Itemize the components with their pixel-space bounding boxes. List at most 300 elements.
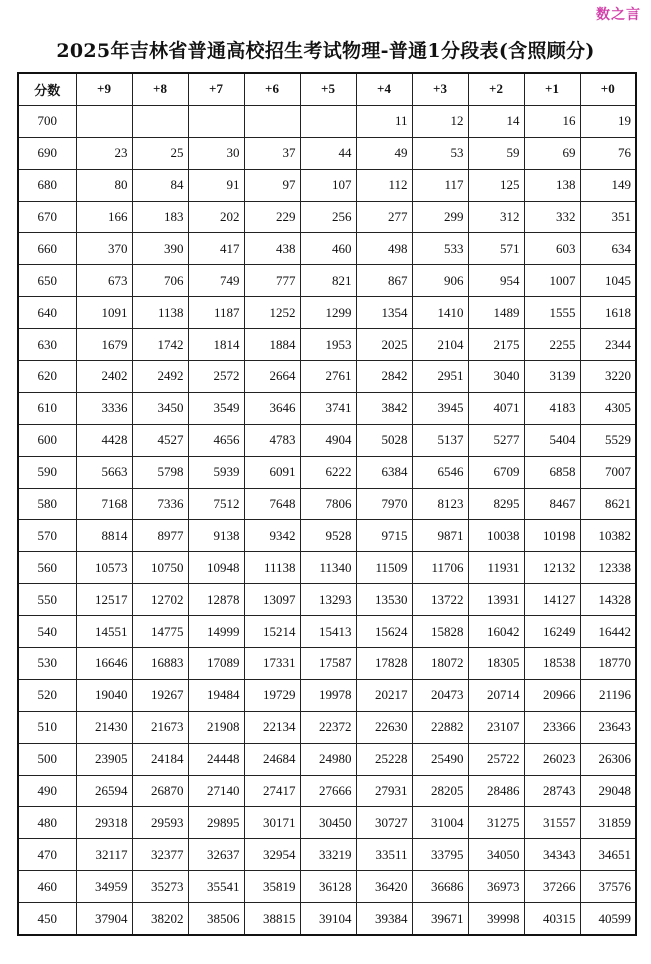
column-header-offset: +7 [188, 73, 244, 105]
count-cell: 8123 [412, 488, 468, 520]
table-row [18, 839, 636, 871]
count-cell: 112 [356, 169, 412, 201]
count-cell: 1138 [132, 297, 188, 329]
table-row [18, 552, 636, 584]
count-cell: 2104 [412, 329, 468, 361]
count-cell: 17089 [188, 648, 244, 680]
count-cell: 32637 [188, 839, 244, 871]
count-cell: 183 [132, 201, 188, 233]
table-row [18, 871, 636, 903]
count-cell: 34343 [524, 839, 580, 871]
count-cell: 17587 [300, 648, 356, 680]
count-cell: 26306 [580, 743, 636, 775]
count-cell: 37 [244, 137, 300, 169]
count-cell: 13931 [468, 584, 524, 616]
table-row [18, 392, 636, 424]
count-cell: 13293 [300, 584, 356, 616]
count-cell: 8977 [132, 520, 188, 552]
count-cell: 2025 [356, 329, 412, 361]
count-cell: 32117 [76, 839, 132, 871]
count-cell: 29048 [580, 775, 636, 807]
count-cell: 4904 [300, 424, 356, 456]
count-cell: 13530 [356, 584, 412, 616]
count-cell: 16042 [468, 616, 524, 648]
count-cell: 1884 [244, 329, 300, 361]
table-row [18, 679, 636, 711]
count-cell: 16 [524, 105, 580, 137]
column-header-offset: +4 [356, 73, 412, 105]
count-cell: 31004 [412, 807, 468, 839]
count-cell: 351 [580, 201, 636, 233]
count-cell: 30 [188, 137, 244, 169]
count-cell: 11509 [356, 552, 412, 584]
count-cell: 370 [76, 233, 132, 265]
score-cell: 690 [18, 137, 76, 169]
score-cell: 490 [18, 775, 76, 807]
column-header-offset: +8 [132, 73, 188, 105]
count-cell: 84 [132, 169, 188, 201]
count-cell: 3842 [356, 392, 412, 424]
count-cell: 13722 [412, 584, 468, 616]
score-cell: 670 [18, 201, 76, 233]
count-cell: 28743 [524, 775, 580, 807]
count-cell: 15624 [356, 616, 412, 648]
column-header-offset: +5 [300, 73, 356, 105]
count-cell: 34651 [580, 839, 636, 871]
score-cell: 590 [18, 456, 76, 488]
count-cell: 16883 [132, 648, 188, 680]
count-cell: 20714 [468, 679, 524, 711]
count-cell: 2344 [580, 329, 636, 361]
count-cell: 36973 [468, 871, 524, 903]
table-row [18, 169, 636, 201]
count-cell: 1679 [76, 329, 132, 361]
count-cell: 7512 [188, 488, 244, 520]
score-cell: 680 [18, 169, 76, 201]
count-cell: 6709 [468, 456, 524, 488]
count-cell: 36420 [356, 871, 412, 903]
count-cell: 25228 [356, 743, 412, 775]
score-cell: 470 [18, 839, 76, 871]
table-row [18, 297, 636, 329]
count-cell: 26870 [132, 775, 188, 807]
table-row [18, 329, 636, 361]
count-cell: 5028 [356, 424, 412, 456]
count-cell: 125 [468, 169, 524, 201]
count-cell [76, 105, 132, 137]
score-cell: 520 [18, 679, 76, 711]
table-row [18, 361, 636, 393]
count-cell: 38815 [244, 903, 300, 935]
count-cell: 30171 [244, 807, 300, 839]
count-cell: 2842 [356, 361, 412, 393]
count-cell: 18770 [580, 648, 636, 680]
count-cell: 5277 [468, 424, 524, 456]
count-cell: 15828 [412, 616, 468, 648]
count-cell: 312 [468, 201, 524, 233]
count-cell: 5939 [188, 456, 244, 488]
count-cell: 20217 [356, 679, 412, 711]
table-row [18, 424, 636, 456]
count-cell: 11340 [300, 552, 356, 584]
count-cell: 28486 [468, 775, 524, 807]
table-row [18, 105, 636, 137]
count-cell: 33511 [356, 839, 412, 871]
column-header-offset: +2 [468, 73, 524, 105]
count-cell: 16249 [524, 616, 580, 648]
score-cell: 640 [18, 297, 76, 329]
count-cell: 11931 [468, 552, 524, 584]
count-cell: 19267 [132, 679, 188, 711]
count-cell: 2761 [300, 361, 356, 393]
count-cell: 23 [76, 137, 132, 169]
count-cell: 37576 [580, 871, 636, 903]
count-cell: 37904 [76, 903, 132, 935]
count-cell: 299 [412, 201, 468, 233]
count-cell: 673 [76, 265, 132, 297]
count-cell: 417 [188, 233, 244, 265]
count-cell: 12338 [580, 552, 636, 584]
count-cell: 29895 [188, 807, 244, 839]
count-cell: 10382 [580, 520, 636, 552]
count-cell: 5529 [580, 424, 636, 456]
table-row [18, 201, 636, 233]
count-cell: 1354 [356, 297, 412, 329]
count-cell: 34959 [76, 871, 132, 903]
count-cell: 2255 [524, 329, 580, 361]
count-cell: 27931 [356, 775, 412, 807]
count-cell: 44 [300, 137, 356, 169]
count-cell: 22134 [244, 711, 300, 743]
count-cell: 10573 [76, 552, 132, 584]
count-cell: 7648 [244, 488, 300, 520]
column-header-offset: +9 [76, 73, 132, 105]
column-header-offset: +0 [580, 73, 636, 105]
table-row [18, 584, 636, 616]
count-cell: 39384 [356, 903, 412, 935]
count-cell: 22372 [300, 711, 356, 743]
count-cell: 37266 [524, 871, 580, 903]
score-cell: 630 [18, 329, 76, 361]
count-cell: 40599 [580, 903, 636, 935]
score-cell: 550 [18, 584, 76, 616]
count-cell: 26023 [524, 743, 580, 775]
count-cell: 14551 [76, 616, 132, 648]
count-cell: 38202 [132, 903, 188, 935]
count-cell: 229 [244, 201, 300, 233]
count-cell: 21908 [188, 711, 244, 743]
count-cell: 1410 [412, 297, 468, 329]
count-cell: 117 [412, 169, 468, 201]
count-cell: 19 [580, 105, 636, 137]
table-row [18, 903, 636, 935]
count-cell: 59 [468, 137, 524, 169]
table-row [18, 775, 636, 807]
count-cell: 20966 [524, 679, 580, 711]
count-cell: 256 [300, 201, 356, 233]
count-cell: 11138 [244, 552, 300, 584]
count-cell: 17331 [244, 648, 300, 680]
count-cell: 4071 [468, 392, 524, 424]
count-cell: 10948 [188, 552, 244, 584]
count-cell: 49 [356, 137, 412, 169]
count-cell: 33219 [300, 839, 356, 871]
count-cell: 33795 [412, 839, 468, 871]
count-cell: 18072 [412, 648, 468, 680]
score-cell: 620 [18, 361, 76, 393]
score-cell: 580 [18, 488, 76, 520]
count-cell: 31557 [524, 807, 580, 839]
count-cell: 3549 [188, 392, 244, 424]
count-cell: 749 [188, 265, 244, 297]
count-cell: 27140 [188, 775, 244, 807]
count-cell: 18538 [524, 648, 580, 680]
count-cell: 1252 [244, 297, 300, 329]
table-row [18, 488, 636, 520]
count-cell: 31859 [580, 807, 636, 839]
count-cell: 40315 [524, 903, 580, 935]
count-cell: 24684 [244, 743, 300, 775]
count-cell: 332 [524, 201, 580, 233]
count-cell: 18305 [468, 648, 524, 680]
count-cell: 10198 [524, 520, 580, 552]
count-cell: 28205 [412, 775, 468, 807]
score-cell: 460 [18, 871, 76, 903]
table-row [18, 456, 636, 488]
count-cell: 3336 [76, 392, 132, 424]
score-cell: 570 [18, 520, 76, 552]
count-cell: 16442 [580, 616, 636, 648]
count-cell: 2664 [244, 361, 300, 393]
table-row [18, 616, 636, 648]
count-cell: 39671 [412, 903, 468, 935]
count-cell: 36686 [412, 871, 468, 903]
count-cell: 91 [188, 169, 244, 201]
count-cell: 706 [132, 265, 188, 297]
count-cell [300, 105, 356, 137]
score-cell: 450 [18, 903, 76, 935]
count-cell: 16646 [76, 648, 132, 680]
count-cell: 7970 [356, 488, 412, 520]
watermark-logo: 数之言 [596, 7, 641, 23]
count-cell: 4783 [244, 424, 300, 456]
count-cell: 38506 [188, 903, 244, 935]
count-cell: 14999 [188, 616, 244, 648]
count-cell: 634 [580, 233, 636, 265]
count-cell: 24980 [300, 743, 356, 775]
count-cell: 10750 [132, 552, 188, 584]
count-cell: 4656 [188, 424, 244, 456]
count-cell: 1555 [524, 297, 580, 329]
count-cell: 14328 [580, 584, 636, 616]
count-cell: 7168 [76, 488, 132, 520]
count-cell: 390 [132, 233, 188, 265]
count-cell: 30450 [300, 807, 356, 839]
count-cell: 76 [580, 137, 636, 169]
count-cell: 10038 [468, 520, 524, 552]
count-cell: 12 [412, 105, 468, 137]
count-cell: 15413 [300, 616, 356, 648]
count-cell: 603 [524, 233, 580, 265]
count-cell: 7336 [132, 488, 188, 520]
count-cell: 69 [524, 137, 580, 169]
count-cell: 8467 [524, 488, 580, 520]
count-cell: 867 [356, 265, 412, 297]
count-cell: 23366 [524, 711, 580, 743]
count-cell: 12517 [76, 584, 132, 616]
column-header-offset: +3 [412, 73, 468, 105]
count-cell: 821 [300, 265, 356, 297]
count-cell: 9138 [188, 520, 244, 552]
count-cell: 3945 [412, 392, 468, 424]
count-cell: 25 [132, 137, 188, 169]
count-cell: 1489 [468, 297, 524, 329]
score-cell: 540 [18, 616, 76, 648]
count-cell: 6858 [524, 456, 580, 488]
count-cell [132, 105, 188, 137]
count-cell: 24184 [132, 743, 188, 775]
count-cell: 5404 [524, 424, 580, 456]
count-cell: 23107 [468, 711, 524, 743]
count-cell: 27417 [244, 775, 300, 807]
count-cell: 1045 [580, 265, 636, 297]
count-cell: 36128 [300, 871, 356, 903]
count-cell: 30727 [356, 807, 412, 839]
count-cell: 2492 [132, 361, 188, 393]
count-cell: 35541 [188, 871, 244, 903]
table-header-row [18, 73, 636, 105]
score-cell: 700 [18, 105, 76, 137]
count-cell: 23643 [580, 711, 636, 743]
count-cell: 22630 [356, 711, 412, 743]
count-cell: 1187 [188, 297, 244, 329]
count-cell: 97 [244, 169, 300, 201]
count-cell: 15214 [244, 616, 300, 648]
table-row [18, 648, 636, 680]
count-cell: 3040 [468, 361, 524, 393]
count-cell: 14127 [524, 584, 580, 616]
count-cell: 8295 [468, 488, 524, 520]
count-cell: 1814 [188, 329, 244, 361]
count-cell: 5798 [132, 456, 188, 488]
table-row [18, 520, 636, 552]
score-cell: 530 [18, 648, 76, 680]
count-cell: 7007 [580, 456, 636, 488]
count-cell: 3450 [132, 392, 188, 424]
count-cell: 5663 [76, 456, 132, 488]
column-header-score: 分数 [18, 73, 76, 105]
count-cell: 29318 [76, 807, 132, 839]
count-cell: 4305 [580, 392, 636, 424]
score-cell: 610 [18, 392, 76, 424]
count-cell: 4183 [524, 392, 580, 424]
count-cell: 2402 [76, 361, 132, 393]
count-cell: 2572 [188, 361, 244, 393]
count-cell: 11 [356, 105, 412, 137]
table-row [18, 807, 636, 839]
count-cell: 26594 [76, 775, 132, 807]
score-distribution-table [17, 72, 637, 936]
count-cell: 21430 [76, 711, 132, 743]
count-cell: 9715 [356, 520, 412, 552]
count-cell: 9342 [244, 520, 300, 552]
count-cell: 6091 [244, 456, 300, 488]
count-cell: 35819 [244, 871, 300, 903]
count-cell: 32954 [244, 839, 300, 871]
count-cell: 19040 [76, 679, 132, 711]
count-cell: 4428 [76, 424, 132, 456]
count-cell: 11706 [412, 552, 468, 584]
count-cell: 25490 [412, 743, 468, 775]
count-cell: 460 [300, 233, 356, 265]
table-row [18, 743, 636, 775]
count-cell: 1007 [524, 265, 580, 297]
count-cell [188, 105, 244, 137]
count-cell: 138 [524, 169, 580, 201]
score-cell: 510 [18, 711, 76, 743]
score-cell: 560 [18, 552, 76, 584]
count-cell: 21673 [132, 711, 188, 743]
count-cell: 29593 [132, 807, 188, 839]
column-header-offset: +6 [244, 73, 300, 105]
count-cell: 1953 [300, 329, 356, 361]
count-cell: 3139 [524, 361, 580, 393]
count-cell: 2951 [412, 361, 468, 393]
count-cell: 19484 [188, 679, 244, 711]
count-cell: 19978 [300, 679, 356, 711]
count-cell: 8814 [76, 520, 132, 552]
count-cell: 1742 [132, 329, 188, 361]
count-cell: 3646 [244, 392, 300, 424]
count-cell: 6222 [300, 456, 356, 488]
table-row [18, 711, 636, 743]
count-cell: 533 [412, 233, 468, 265]
count-cell: 12878 [188, 584, 244, 616]
count-cell: 8621 [580, 488, 636, 520]
count-cell: 19729 [244, 679, 300, 711]
count-cell: 954 [468, 265, 524, 297]
count-cell: 21196 [580, 679, 636, 711]
page-title: 2025年吉林省普通高校招生考试物理-普通1分段表(含照顾分) [56, 40, 595, 62]
count-cell: 39998 [468, 903, 524, 935]
count-cell: 25722 [468, 743, 524, 775]
count-cell: 149 [580, 169, 636, 201]
count-cell: 9528 [300, 520, 356, 552]
table-row [18, 137, 636, 169]
count-cell: 80 [76, 169, 132, 201]
count-cell: 12132 [524, 552, 580, 584]
count-cell: 277 [356, 201, 412, 233]
count-cell: 6546 [412, 456, 468, 488]
score-cell: 660 [18, 233, 76, 265]
count-cell: 4527 [132, 424, 188, 456]
count-cell: 3220 [580, 361, 636, 393]
count-cell: 24448 [188, 743, 244, 775]
table-row [18, 233, 636, 265]
score-cell: 600 [18, 424, 76, 456]
count-cell: 202 [188, 201, 244, 233]
table-row [18, 265, 636, 297]
count-cell: 3741 [300, 392, 356, 424]
count-cell: 906 [412, 265, 468, 297]
count-cell: 777 [244, 265, 300, 297]
count-cell: 34050 [468, 839, 524, 871]
count-cell: 17828 [356, 648, 412, 680]
score-cell: 500 [18, 743, 76, 775]
count-cell: 498 [356, 233, 412, 265]
count-cell: 14 [468, 105, 524, 137]
score-cell: 480 [18, 807, 76, 839]
